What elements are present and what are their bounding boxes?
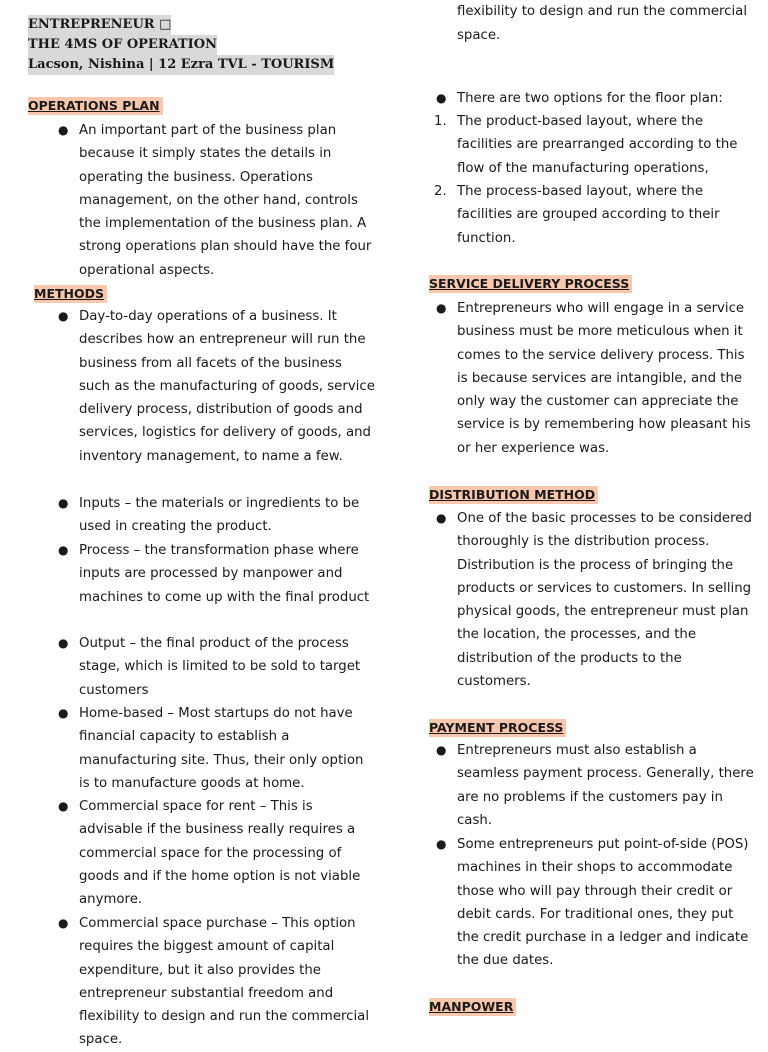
bullet-icon: ● — [58, 799, 69, 813]
list-item-continuation — [457, 0, 755, 47]
bullet-icon: ● — [58, 636, 69, 650]
number-label: 1. — [434, 114, 447, 129]
bullet-icon: ● — [436, 511, 447, 525]
methods-heading: METHODS — [34, 285, 107, 303]
list-item: An important part of the business plan because it simply states the details in operating the business. Operations management, on the other hand, controls the implementation of the business plan. A strong operations plan should have the four operational aspects. — [79, 123, 372, 278]
bullet-icon: ● — [58, 123, 69, 137]
list-item: Output – the final product of the process stage, which is limited to be sold to target customers — [79, 636, 361, 698]
list-item: Some entrepreneurs put point-of-side (POS) machines in their shops to accommodate those who will pay through their credit or debit cards. For traditional ones, they put the credit purchase in a ledger and indicate the due dates. — [457, 837, 749, 969]
list-item: One of the basic processes to be considered thoroughly is the distribution process. Distribution is the process of bringing the products or services to customers. In selling physical goods, the entrepreneur must plan the location, the processes, and the distribution of the products to the customers. — [457, 511, 752, 690]
list-item: Inputs – the materials or ingredients to be used in creating the product. — [79, 496, 360, 535]
bullet-icon: ● — [58, 543, 69, 557]
list-item: Day-to-day operations of a business. It describes how an entrepreneur will run the business from all facets of the business such as the manufacturing of goods, service delivery process, distribution of goods and services, logistics for delivery of goods, and inventory management, to name a few. — [79, 309, 375, 464]
manpower-heading: MANPOWER — [429, 998, 516, 1016]
list-item: There are two options for the floor plan: — [457, 91, 723, 106]
bullet-icon: ● — [58, 496, 69, 510]
list-item-start: Commercial space purchase – This option requires the biggest amount of capital expenditure, but it also provides the entrepreneur substantial freedom and flexibility to design and run the commercial space. — [79, 916, 370, 1048]
list-item-continuation-text: flexibility to design and run the commercial space. — [457, 4, 748, 43]
operations-plan-heading: OPERATIONS PLAN — [28, 97, 163, 115]
list-item: Commercial space for rent – This is advisable if the business really requires a commercial space for the processing of goods and if the home option is not viable anymore. — [79, 799, 361, 908]
document-title: ENTREPRENEUR □ — [28, 15, 171, 35]
distribution-heading: DISTRIBUTION METHOD — [429, 486, 598, 504]
list-item: Process – the transformation phase where inputs are processed by manpower and machines to come up with the final product — [79, 543, 370, 605]
document-subtitle: THE 4MS OF OPERATION — [28, 35, 217, 55]
list-item: Entrepreneurs must also establish a seamless payment process. Generally, there are no problems if the customers pay in cash. — [457, 743, 754, 828]
numbered-item: The product-based layout, where the facilities are prearranged according to the flow of the manufacturing operations, — [457, 114, 738, 176]
bullet-icon: ● — [436, 301, 447, 315]
service-delivery-heading: SERVICE DELIVERY PROCESS — [429, 275, 632, 293]
numbered-item: The process-based layout, where the facilities are grouped according to their function. — [457, 184, 720, 246]
bullet-icon: ● — [436, 91, 447, 105]
number-label: 2. — [434, 184, 447, 199]
bullet-icon: ● — [58, 309, 69, 323]
bullet-icon: ● — [58, 916, 69, 930]
list-item: Home-based – Most startups do not have financial capacity to establish a manufacturing site. Thus, their only option is to manufacture goods at home. — [79, 706, 364, 791]
bullet-icon: ● — [436, 743, 447, 757]
bullet-icon: ● — [58, 706, 69, 720]
bullet-icon: ● — [436, 837, 447, 851]
payment-heading: PAYMENT PROCESS — [429, 719, 566, 737]
list-item: Entrepreneurs who will engage in a service business must be more meticulous when it comes to the service delivery process. This is because services are intangible, and the only way the customer can appreciate the service is by remembering how pleasant his or her experience was. — [457, 301, 751, 456]
author-line: Lacson, Nishina | 12 Ezra TVL - TOURISM — [28, 55, 334, 75]
